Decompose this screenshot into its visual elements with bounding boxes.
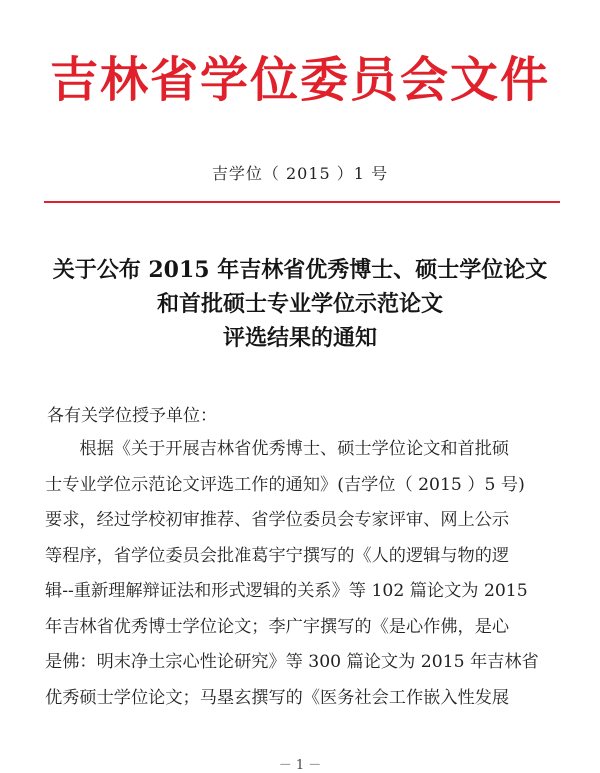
body-line: 是佛：明末净土宗心性论研究》等 300 篇论文为 2015 年吉林省 xyxy=(45,652,539,672)
document-header-title: 吉林省学位委员会文件 xyxy=(49,52,550,108)
salutation: 各有关学位授予单位： xyxy=(47,406,217,426)
page-number: － 1 － xyxy=(278,758,322,773)
body-line: 等程序，省学位委员会批准葛宇宁撰写的《人的逻辑与物的逻 xyxy=(45,545,510,566)
notice-title xyxy=(0,253,600,355)
body-line: 年吉林省优秀博士学位论文；李广宇撰写的《是心作佛，是心 xyxy=(45,616,510,637)
body-line: 士专业学位示范论文评选工作的通知》(吉学位（ 2015 ）5 号) xyxy=(45,474,525,495)
body-paragraph xyxy=(45,432,565,716)
notice-title-line: 关于公布 2015 年吉林省优秀博士、硕士学位论文 xyxy=(52,257,548,283)
notice-title-line: 评选结果的通知 xyxy=(222,325,377,351)
red-divider-line xyxy=(44,201,560,203)
body-line: 要求，经过学校初审推荐、省学位委员会专家评审、网上公示 xyxy=(45,510,510,530)
body-line: 辑--重新理解辩证法和形式逻辑的关系》等 102 篇论文为 2015 xyxy=(45,581,528,601)
body-line: 根据《关于开展吉林省优秀博士、硕士学位论文和首批硕 xyxy=(45,439,510,459)
notice-title-line: 和首批硕士专业学位示范论文 xyxy=(156,291,443,317)
document-number: 吉学位（ 2015 ）1 号 xyxy=(211,164,389,183)
body-line: 优秀硕士学位论文；马塁玄撰写的《医务社会工作嵌入性发展 xyxy=(45,687,510,708)
